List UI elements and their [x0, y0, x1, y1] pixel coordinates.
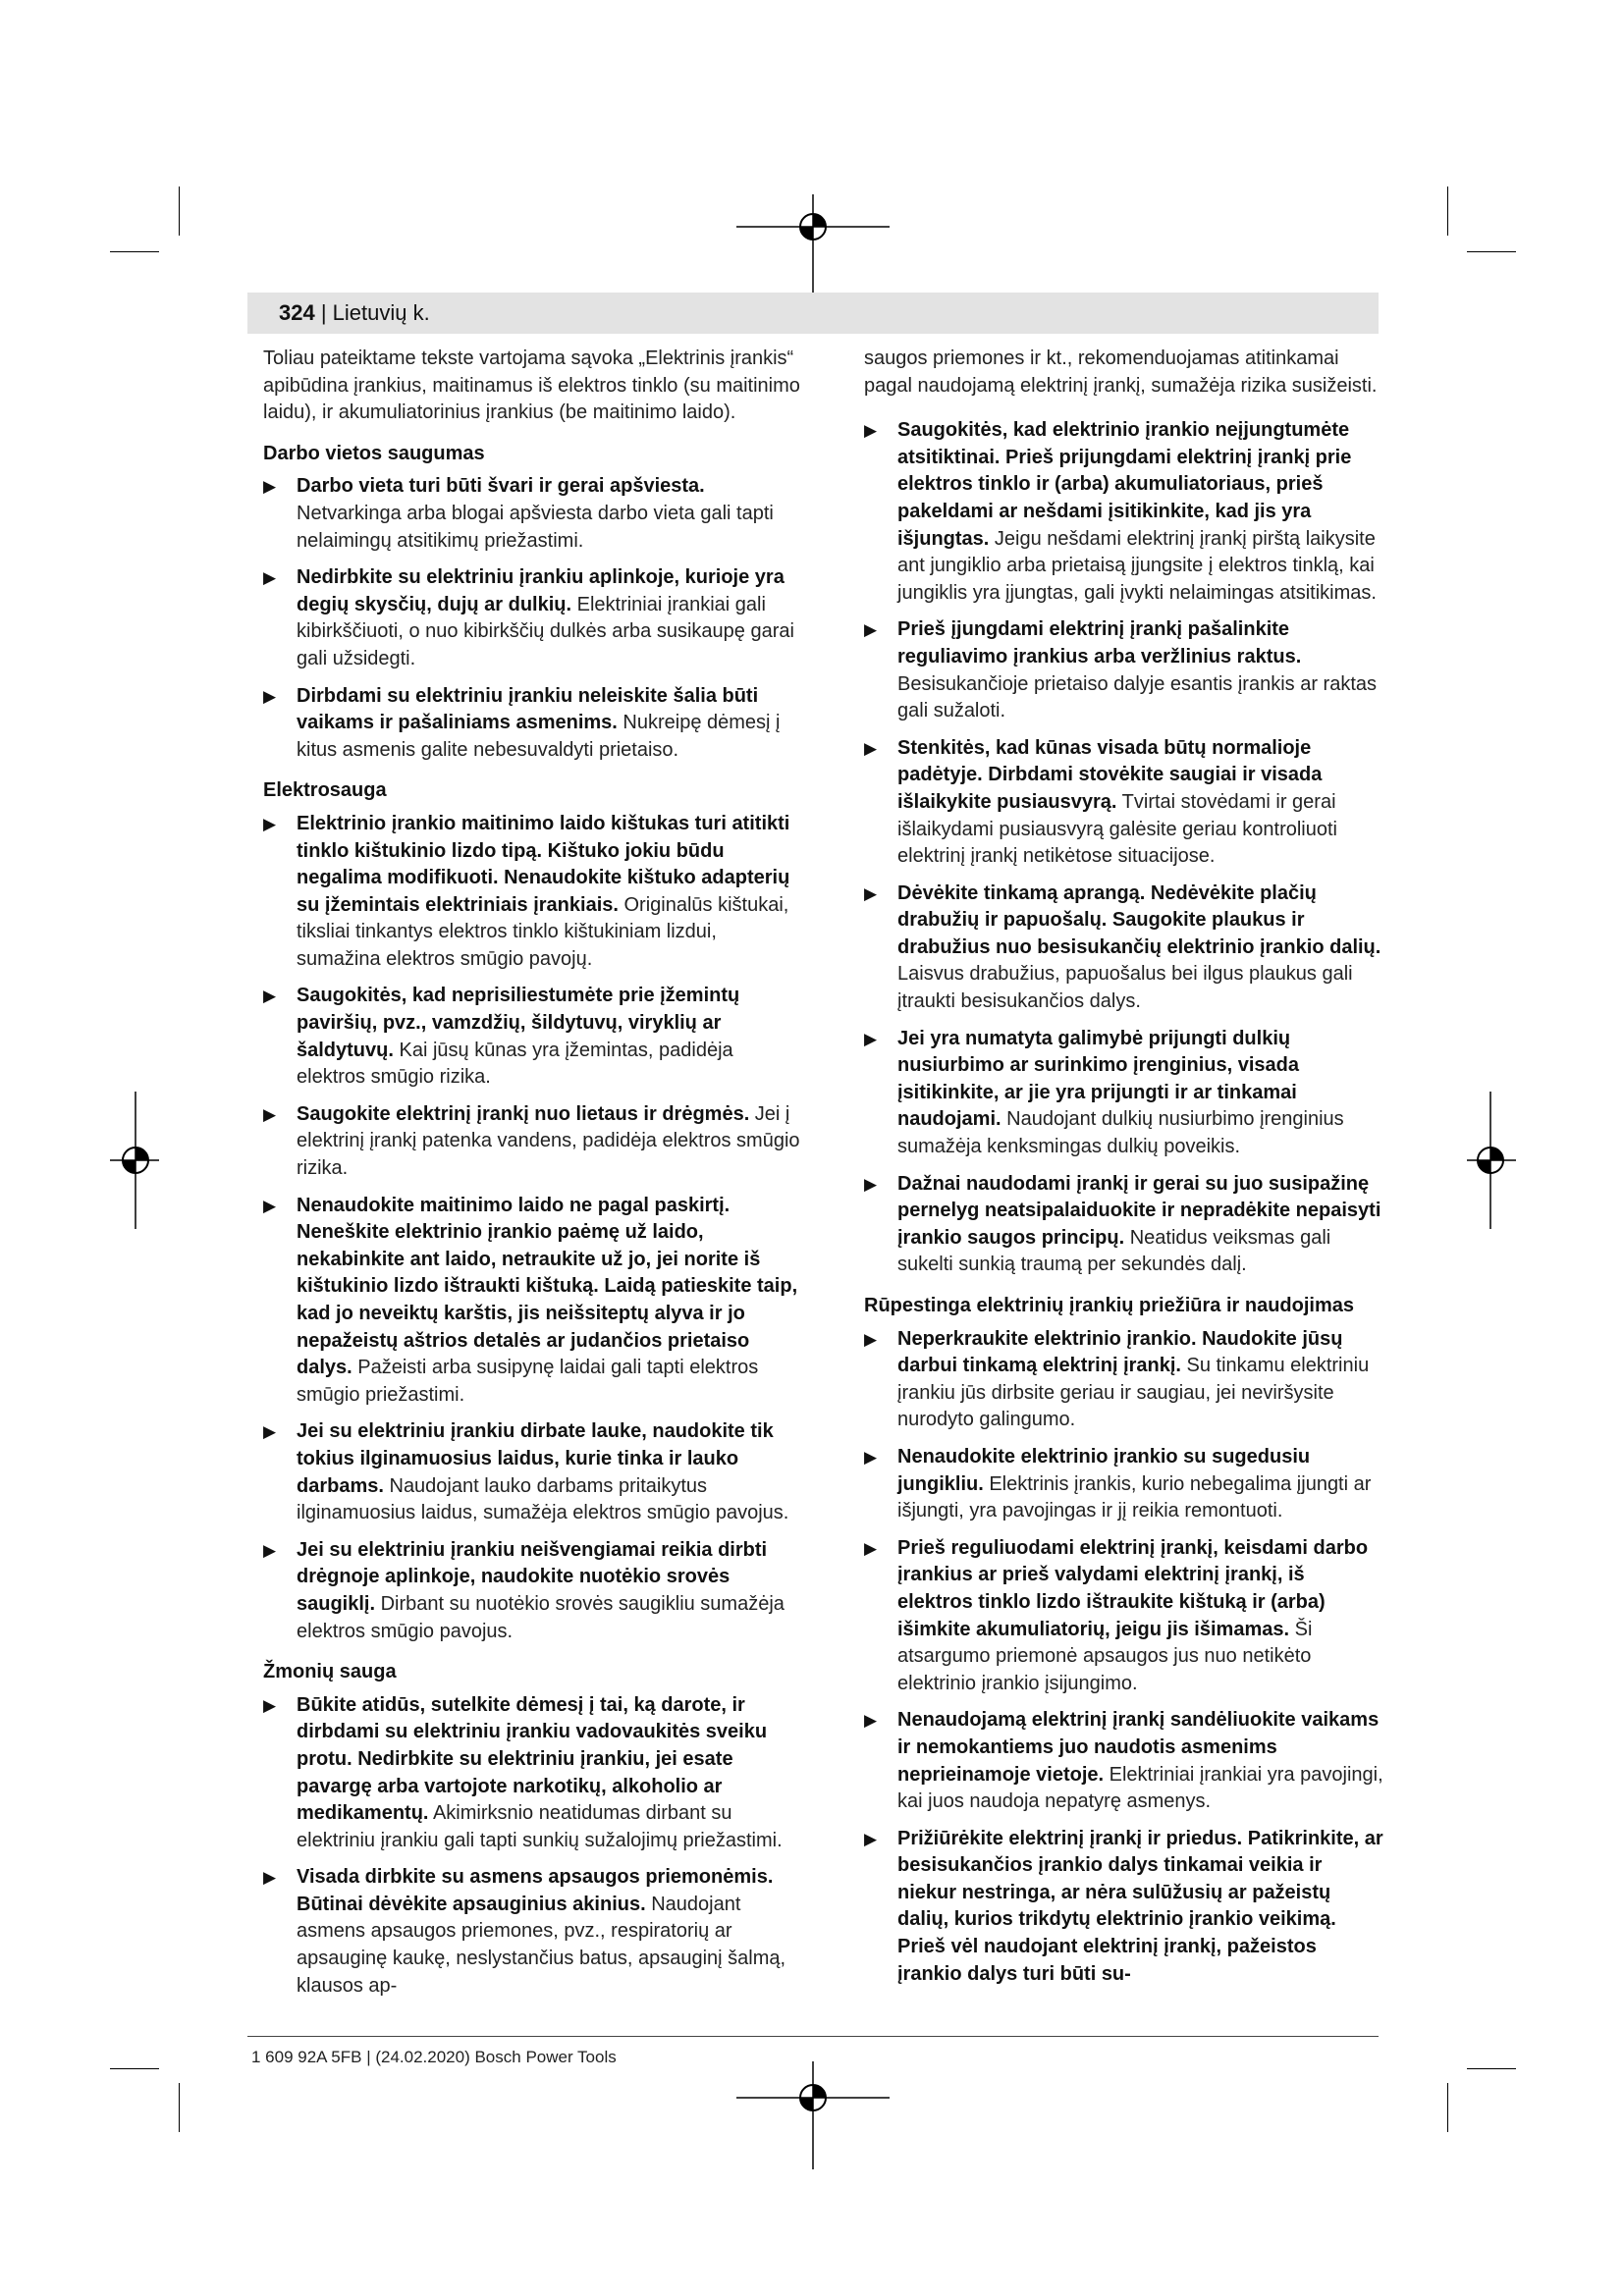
- page-footer: 1 609 92A 5FB | (24.02.2020) Bosch Power Tools: [251, 2048, 617, 2066]
- item-text: Jei į elektrinį įrankį patenka vandens, padidėja elektros smūgio rizika.: [297, 1102, 800, 1180]
- triangle-bullet-icon: ▶: [864, 1447, 878, 1467]
- list-item: [864, 1444, 1384, 1525]
- item-bold: Saugokitės, kad neprisiliestumėte prie įžemintų paviršių, pvz., vamzdžių, šildytuvų, viryklių ar šaldytuvų.: [297, 985, 740, 1061]
- item-bold: Prieš įjungdami elektrinį įrankį pašalinkite reguliavimo įrankius arba veržlinius raktus.: [897, 618, 1302, 667]
- list-item: [864, 417, 1384, 607]
- item-text: Akimirksnio neatidumas dirbant su elektriniu įrankiu gali tapti sunkių sužalojimų priežastimi.: [297, 1802, 783, 1851]
- crosshair-registration-icon: [110, 1092, 159, 1229]
- left-column: [263, 346, 801, 2009]
- item-bold: Elektrinio įrankio maitinimo laido kištukas turi atitikti tinklo kištukinio lizdo tipą. Kištuko jokiu būdu negalima modifikuoti. Nenaudokite kištuko adapterių su įžemintais elektriniais įrankiais.: [297, 812, 790, 916]
- section-heading-electrical: Elektrosauga: [263, 779, 387, 802]
- list-item: [864, 1535, 1384, 1698]
- triangle-bullet-icon: ▶: [864, 1329, 878, 1349]
- page-header: [279, 298, 430, 328]
- triangle-bullet-icon: ▶: [263, 987, 277, 1006]
- right-column: [864, 346, 1384, 1998]
- crosshair-registration-icon: [736, 2061, 890, 2169]
- triangle-bullet-icon: ▶: [864, 421, 878, 441]
- footer-rule: [247, 2036, 1379, 2037]
- item-bold: Prieš reguliuodami elektrinį įrankį, keisdami darbo įrankius ar prieš valydami elektrinį įrankį, iš elektros tinklo lizdo ištraukite kištuką ir (arba) išimkite akumuliatorių, jeigu jis išimamas.: [897, 1536, 1369, 1640]
- crop-mark-bottom-right-horizontal: [1467, 2068, 1516, 2069]
- triangle-bullet-icon: ▶: [864, 620, 878, 640]
- list-item: [263, 564, 801, 672]
- list-item: [263, 1537, 801, 1645]
- triangle-bullet-icon: ▶: [864, 883, 878, 903]
- section-heading-personal: Žmonių sauga: [263, 1661, 397, 1683]
- triangle-bullet-icon: ▶: [864, 1711, 878, 1731]
- list-item: [864, 616, 1384, 724]
- triangle-bullet-icon: ▶: [263, 477, 277, 497]
- item-text: Netvarkinga arba blogai apšviesta darbo vieta gali tapti nelaimingų atsitikimų priežastimi.: [297, 502, 774, 552]
- item-text: Jeigu nešdami elektrinį įrankį pirštą laikysite ant jungiklio arba prietaisą įjungsite į elektros tinklą, kai jungiklis yra įjungtas, gali įvykti nelaimingas atsitikimas.: [897, 527, 1377, 604]
- triangle-bullet-icon: ▶: [263, 1196, 277, 1215]
- list-item: [263, 1193, 801, 1410]
- item-text: Neatidus veiksmas gali sukelti sunkią traumą per sekundės dalį.: [897, 1226, 1331, 1276]
- item-bold: Saugokitės, kad elektrinio įrankio neįjungtumėte atsitiktinai. Prieš prijungdami elektrinį įrankį prie elektros tinklo ir (arba) akumuliatoriaus, prieš pakeldami ar nešdami įsitikinkite, kad jis yra išjungtas.: [897, 419, 1352, 550]
- triangle-bullet-icon: ▶: [864, 1029, 878, 1048]
- item-bold: Nedirbkite su elektriniu įrankiu aplinkoje, kurioje yra degių skysčių, dujų ar dulkių.: [297, 566, 785, 615]
- list-item: [864, 1707, 1384, 1815]
- triangle-bullet-icon: ▶: [263, 1540, 277, 1560]
- item-text: Kai jūsų kūnas yra įžemintas, padidėja elektros smūgio rizika.: [297, 1039, 733, 1089]
- list-item: [864, 1171, 1384, 1279]
- item-text: Pažeisti arba susipynę laidai gali tapti elektros smūgio priežastimi.: [297, 1357, 759, 1406]
- item-text: Dirbant su nuotėkio srovės saugikliu sumažėja elektros smūgio pavojus.: [297, 1592, 785, 1642]
- item-bold: Dėvėkite tinkamą aprangą. Nedėvėkite plačių drabužių ir papuošalų. Saugokite plaukus ir drabužius nuo besisukančių elektrinio įrankio dalių.: [897, 881, 1381, 958]
- list-item: [263, 811, 801, 974]
- item-bold: Nenaudojamą elektrinį įrankį sandėliuokite vaikams ir nemokantiems juo naudotis asmenims neprieinamoje vietoje.: [897, 1709, 1380, 1786]
- item-bold: Darbo vieta turi būti švari ir gerai apšviesta.: [297, 475, 705, 498]
- item-bold: Jei yra numatyta galimybė prijungti dulkių nusiurbimo ar surinkimo įrenginius, visada įsitikinkite, ar jie yra prijungti ir ar tinkamai naudojami.: [897, 1027, 1299, 1131]
- triangle-bullet-icon: ▶: [864, 1829, 878, 1848]
- item-text: Su tinkamu elektriniu įrankiu jūs dirbsite geriau ir saugiau, jei neviršysite nurodyto galingumo.: [897, 1355, 1370, 1431]
- item-text: Naudojant asmens apsaugos priemones, pvz., respiratorių ar apsauginę kaukę, neslystančius batus, apsauginį šalmą, klausos ap-: [297, 1893, 786, 1997]
- list-item: [864, 1826, 1384, 1989]
- triangle-bullet-icon: ▶: [263, 1868, 277, 1888]
- triangle-bullet-icon: ▶: [864, 1174, 878, 1194]
- header-language: Lietuvių k.: [332, 300, 430, 325]
- item-bold: Nenaudokite elektrinio įrankio su sugedusiu jungikliu.: [897, 1445, 1311, 1495]
- list-item: [263, 473, 801, 555]
- item-text: Naudojant lauko darbams pritaikytus ilginamuosius laidus, sumažėja elektros smūgio pavojus.: [297, 1474, 789, 1524]
- list-item: [263, 1418, 801, 1526]
- triangle-bullet-icon: ▶: [263, 686, 277, 706]
- list-item: [263, 983, 801, 1091]
- item-text: Tvirtai stovėdami ir gerai išlaikydami pusiausvyrą galėsite geriau kontroliuoti elektrinį įrankį netikėtose situacijose.: [897, 790, 1337, 868]
- triangle-bullet-icon: ▶: [263, 1104, 277, 1124]
- crop-mark-bottom-right-vertical: [1447, 2083, 1448, 2132]
- item-text: Nukreipę dėmesį į kitus asmenis galite nebesuvaldyti prietaiso.: [297, 712, 781, 761]
- item-text: Elektriniai įrankiai gali kibirkščiuoti, o nuo kibirkščių dulkės arba susikaupę garai gali užsidegti.: [297, 593, 794, 669]
- item-text: Originalūs kištukai, tiksliai tinkantys elektros tinklo kištukiniam lizdui, sumažina elektros smūgio pavojų.: [297, 893, 789, 970]
- list-item: [864, 1326, 1384, 1434]
- crop-mark-bottom-left-horizontal: [110, 2068, 159, 2069]
- list-item: [864, 881, 1384, 1016]
- crop-mark-bottom-left-vertical: [179, 2083, 180, 2132]
- list-item: [263, 1692, 801, 1855]
- triangle-bullet-icon: ▶: [864, 1538, 878, 1558]
- list-item: [263, 1101, 801, 1183]
- section-heading-care: Rūpestinga elektrinių įrankių priežiūra ir naudojimas: [864, 1295, 1355, 1316]
- section-heading-work-area: Darbo vietos saugumas: [263, 442, 485, 464]
- item-text: Elektriniai įrankiai yra pavojingi, kai juos naudoja nepatyrę asmenys.: [897, 1763, 1383, 1813]
- triangle-bullet-icon: ▶: [263, 1422, 277, 1442]
- item-bold: Būkite atidūs, sutelkite dėmesį į tai, ką darote, ir dirbdami su elektriniu įrankiu vadovaukitės sveiku protu. Nedirbkite su elektriniu įrankiu, jei esate pavargę arba vartojote narkotikų, alkoholio ar medikamentų.: [297, 1693, 768, 1825]
- item-text: Besisukančioje prietaiso dalyje esantis įrankis ar raktas gali sužaloti.: [897, 672, 1378, 722]
- item-bold: Visada dirbkite su asmens apsaugos priemonėmis. Būtinai dėvėkite apsauginius akinius.: [297, 1866, 774, 1915]
- crosshair-registration-icon: [1467, 1092, 1516, 1229]
- item-bold: Dažnai naudodami įrankį ir gerai su juo susipažinę pernelyg neatsipalaiduokite ir nepradėkite nepaisyti įrankio saugos principų.: [897, 1172, 1381, 1249]
- item-text: Elektrinis įrankis, kurio nebegalima įjungti ar išjungti, yra pavojingas ir jį reikia remontuoti.: [897, 1472, 1372, 1522]
- item-bold: Dirbdami su elektriniu įrankiu neleiskite šalia būti vaikams ir pašaliniams asmenims.: [297, 684, 759, 734]
- item-bold: Saugokite elektrinį įrankį nuo lietaus ir drėgmės.: [297, 1102, 750, 1125]
- list-item: [263, 683, 801, 765]
- intro-paragraph: Toliau pateiktame tekste vartojama sąvoka „Elektrinis įrankis“ apibūdina įrankius, maitinamus iš elektros tinklo (su maitinimo laidu), ir akumuliatorinius įrankius (be maitinimo laido).: [263, 347, 800, 424]
- crop-mark-top-right-horizontal: [1467, 251, 1516, 252]
- item-bold: Jei su elektriniu įrankiu dirbate lauke, naudokite tik tokius ilginamuosius laidus, kurie tinka ir lauko darbams.: [297, 1420, 774, 1497]
- item-bold: Prižiūrėkite elektrinį įrankį ir priedus. Patikrinkite, ar besisukančios įrankio dalys tinkamai veikia ir niekur nestringa, ar nėra sulūžusių ar pažeistų dalių, kurios trikdytų elektrinio įrankio veikimą. Prieš vėl naudojant elektrinį įrankį, pažeistos įrankio dalys turi būti su-: [897, 1827, 1383, 1985]
- item-text: Naudojant dulkių nusiurbimo įrenginius sumažėja kenksmingas dulkių poveikis.: [897, 1108, 1344, 1158]
- crop-mark-top-right-vertical: [1447, 187, 1448, 236]
- list-item: [864, 735, 1384, 871]
- item-bold: Nenaudokite maitinimo laido ne pagal paskirtį. Neneškite elektrinio įrankio paėmę už laido, nekabinkite ant laido, netraukite už jo, jei norite iš kištukinio lizdo ištraukti kištuką. Laidą patieskite taip, kad jo neveiktų karštis, jis neišsiteptų alyva ir jo nepažeistų aštrios detalės ar judančios prietaiso dalys.: [297, 1194, 798, 1379]
- triangle-bullet-icon: ▶: [864, 738, 878, 758]
- item-text: Laisvus drabužius, papuošalus bei ilgus plaukus gali įtraukti besisukančios dalys.: [897, 963, 1353, 1013]
- item-bold: Jei su elektriniu įrankiu neišvengiamai reikia dirbti drėgnoje aplinkoje, naudokite nuotėkio srovės saugiklį.: [297, 1538, 768, 1615]
- triangle-bullet-icon: ▶: [263, 814, 277, 833]
- continuation-paragraph: saugos priemones ir kt., rekomenduojamas atitinkamai pagal naudojamą elektrinį įrankį, sumažėja rizika susižeisti.: [864, 347, 1378, 397]
- list-item: [263, 1864, 801, 2000]
- triangle-bullet-icon: ▶: [263, 1695, 277, 1715]
- list-item: [864, 1026, 1384, 1161]
- item-text: Ši atsargumo priemonė apsaugos jus nuo netikėto elektrinio įrankio įsijungimo.: [897, 1618, 1313, 1694]
- item-bold: Neperkraukite elektrinio įrankio. Naudokite jūsų darbui tinkamą elektrinį įrankį.: [897, 1327, 1343, 1377]
- item-bold: Stenkitės, kad kūnas visada būtų normalioje padėtyje. Dirbdami stovėkite saugiai ir visada išlaikykite pusiausvyrą.: [897, 736, 1323, 813]
- crop-mark-top-left-vertical: [179, 187, 180, 236]
- triangle-bullet-icon: ▶: [263, 568, 277, 588]
- header-separator: |: [314, 300, 333, 325]
- crop-mark-top-left-horizontal: [110, 251, 159, 252]
- page-number: 324: [279, 300, 315, 325]
